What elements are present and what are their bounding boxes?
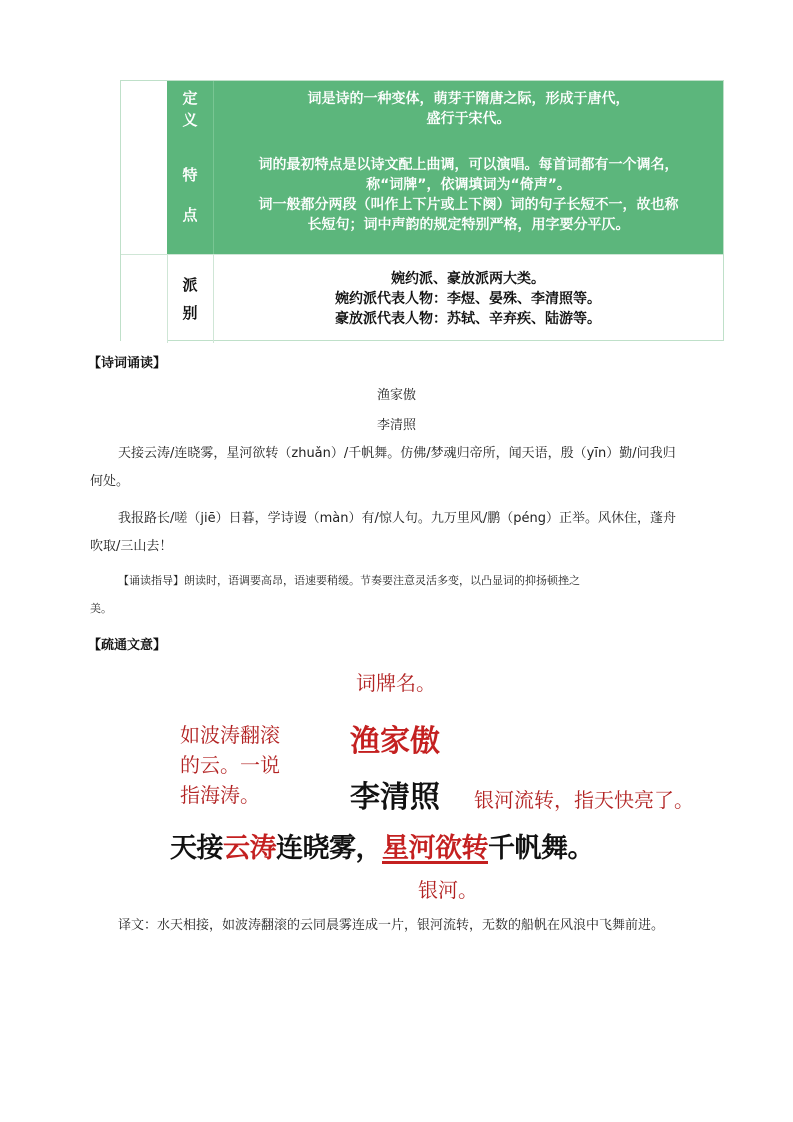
table-row-definition <box>121 81 723 137</box>
line-segment-underlined: 星河欲转 <box>382 833 488 864</box>
label-char: 点 <box>182 206 198 224</box>
body-line: 婉约派、豪放派两大类。 <box>391 271 545 287</box>
section-heading-reading: 【诗词诵读】 <box>88 356 167 371</box>
label-char: 特 <box>182 166 198 184</box>
body-line: 豪放派代表人物：苏轼、辛弃疾、陆游等。 <box>335 311 601 327</box>
annotation-line: 的云。一说 <box>180 753 280 777</box>
poem-author: 李清照 <box>376 418 416 433</box>
body-line: 长短句；词中声韵的规定特别严格，用字要分平仄。 <box>307 217 630 233</box>
diagram-poem-line <box>170 826 594 865</box>
poem-paragraph-2 <box>90 505 710 561</box>
guide-line: 美。 <box>90 602 112 615</box>
diagram-author: 李清照 <box>350 780 440 815</box>
annotation-cipai: 词牌名。 <box>356 671 436 695</box>
body-line: 盛行于宋代。 <box>426 110 511 127</box>
reading-guide <box>90 567 710 623</box>
translation-text: 译文：水天相接，如波涛翻滚的云同晨雾连成一片，银河流转，无数的船帆在风浪中飞舞前进。 <box>118 918 665 933</box>
body-line: 词一般都分两段（叫作上下片或上下阕）词的句子长短不一，故也称 <box>258 197 679 213</box>
row-label-definition <box>167 81 213 136</box>
annotation-galaxy: 银河。 <box>418 878 478 902</box>
annotation-line: 如波涛翻滚 <box>180 723 280 747</box>
annotation-cloud <box>180 720 280 810</box>
poem-line: 我报路长/嗟（jiē）日暮，学诗谩（màn）有/惊人句。九万里风/鹏（péng）正举。风休住，蓬舟 <box>118 511 676 526</box>
annotation-line: 指海涛。 <box>180 783 260 807</box>
row-label-schools <box>167 255 214 343</box>
label-char: 义 <box>182 110 198 129</box>
poem-paragraph-1 <box>90 440 710 496</box>
guide-line: 【诵读指导】朗读时，语调要高昂，语速要稍缓。节奏要注意灵活多变，以凸显词的抑扬顿挫之 <box>118 574 580 587</box>
line-segment: 千帆舞。 <box>488 833 594 864</box>
line-segment: 连晓雾， <box>276 833 382 864</box>
poem-line: 吹取/三山去！ <box>90 539 173 554</box>
line-segment: 天接 <box>170 833 223 864</box>
body-line: 词的最初特点是以诗文配上曲调，可以演唱。每首词都有一个调名， <box>258 157 679 173</box>
table-blank-cell <box>121 255 168 343</box>
poem-line: 何处。 <box>90 474 130 489</box>
table-blank-cell <box>121 136 168 254</box>
row-label-features <box>167 136 213 254</box>
label-char: 别 <box>182 304 198 322</box>
section-heading-meaning: 【疏通文意】 <box>88 638 167 653</box>
table-row-schools <box>121 254 723 343</box>
poem-title: 渔家傲 <box>376 388 416 403</box>
row-body-definition <box>213 81 723 136</box>
ci-intro-table <box>120 80 724 341</box>
label-char: 派 <box>182 276 198 294</box>
poem-line: 天接云涛/连晓雾，星河欲转（zhuǎn）/千帆舞。仿佛/梦魂归帝所，闻天语，殷（yīn）勤/问我归 <box>118 446 676 461</box>
table-blank-cell <box>121 81 168 136</box>
line-segment-highlight: 云涛 <box>223 833 276 864</box>
table-row-features <box>121 136 723 254</box>
body-line: 称“词牌”，依调填词为“倚声”。 <box>366 177 571 193</box>
body-line: 词是诗的一种变体，萌芽于隋唐之际，形成于唐代， <box>307 90 630 107</box>
diagram-title: 渔家傲 <box>350 724 440 759</box>
row-body-features <box>213 136 723 254</box>
annotation-river: 银河流转，指天快亮了。 <box>474 788 694 812</box>
label-char: 定 <box>182 88 198 107</box>
row-body-schools <box>213 255 723 343</box>
body-line: 婉约派代表人物：李煜、晏殊、李清照等。 <box>335 291 601 307</box>
